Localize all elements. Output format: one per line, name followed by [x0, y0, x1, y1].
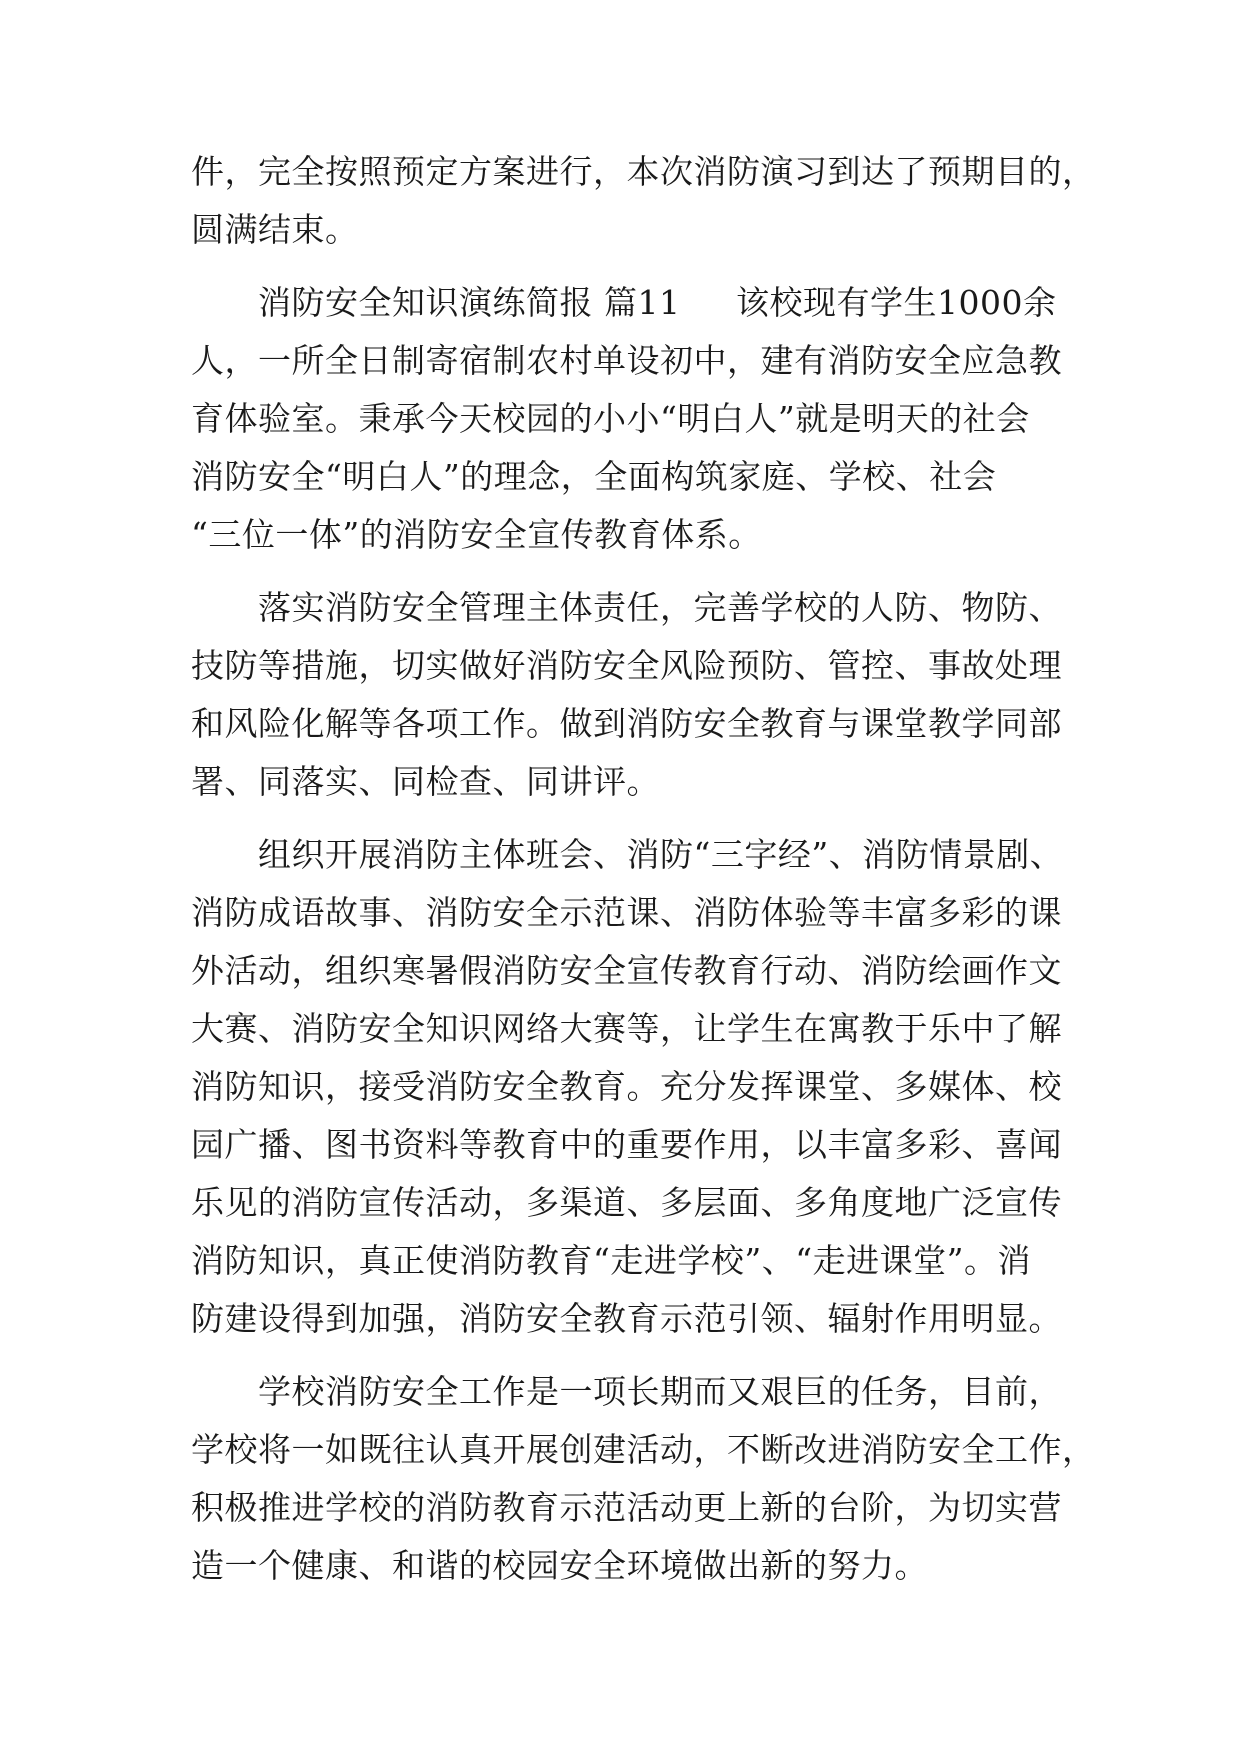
section-heading-line: 消防安全知识演练简报 篇11 该校现有学生1000余: [258, 283, 1057, 322]
text-line: “三位一体”的消防安全宣传教育体系。: [191, 515, 762, 554]
text-line: 消防知识，真正使消防教育“走进学校”、“走进课堂”。消: [191, 1241, 1031, 1280]
text-line: 乐见的消防宣传活动，多渠道、多层面、多角度地广泛宣传: [191, 1183, 1062, 1222]
text-line: 育体验室。秉承今天校园的小小“明白人”就是明天的社会: [191, 399, 1030, 438]
text-line: 和风险化解等各项工作。做到消防安全教育与课堂教学同部: [191, 704, 1062, 743]
text-line: 消防安全“明白人”的理念，全面构筑家庭、学校、社会: [191, 457, 997, 496]
text-line: 圆满结束。: [191, 210, 359, 249]
text-line: 外活动，组织寒暑假消防安全宣传教育行动、消防绘画作文: [191, 951, 1062, 990]
text-line: 件，完全按照预定方案进行，本次消防演习到达了预期目的，: [191, 152, 1096, 191]
text-line: 人，一所全日制寄宿制农村单设初中，建有消防安全应急教: [191, 341, 1062, 380]
text-line: 技防等措施，切实做好消防安全风险预防、管控、事故处理: [191, 646, 1062, 685]
text-line: 造一个健康、和谐的校园安全环境做出新的努力。: [191, 1546, 928, 1585]
text-line: 园广播、图书资料等教育中的重要作用，以丰富多彩、喜闻: [191, 1125, 1062, 1164]
text-line: 大赛、消防安全知识网络大赛等，让学生在寓教于乐中了解: [191, 1009, 1062, 1048]
text-line: 防建设得到加强，消防安全教育示范引领、辐射作用明显。: [191, 1299, 1062, 1338]
text-line: 积极推进学校的消防教育示范活动更上新的台阶，为切实营: [191, 1488, 1062, 1527]
text-line: 学校将一如既往认真开展创建活动，不断改进消防安全工作，: [191, 1430, 1096, 1469]
text-line: 消防成语故事、消防安全示范课、消防体验等丰富多彩的课: [191, 893, 1062, 932]
text-line: 组织开展消防主体班会、消防“三字经”、消防情景剧、: [258, 835, 1064, 874]
text-line: 学校消防安全工作是一项长期而又艰巨的任务，目前，: [258, 1372, 1062, 1411]
text-line: 落实消防安全管理主体责任，完善学校的人防、物防、: [258, 588, 1062, 627]
text-line: 消防知识，接受消防安全教育。充分发挥课堂、多媒体、校: [191, 1067, 1062, 1106]
text-line: 署、同落实、同检查、同讲评。: [191, 762, 660, 801]
